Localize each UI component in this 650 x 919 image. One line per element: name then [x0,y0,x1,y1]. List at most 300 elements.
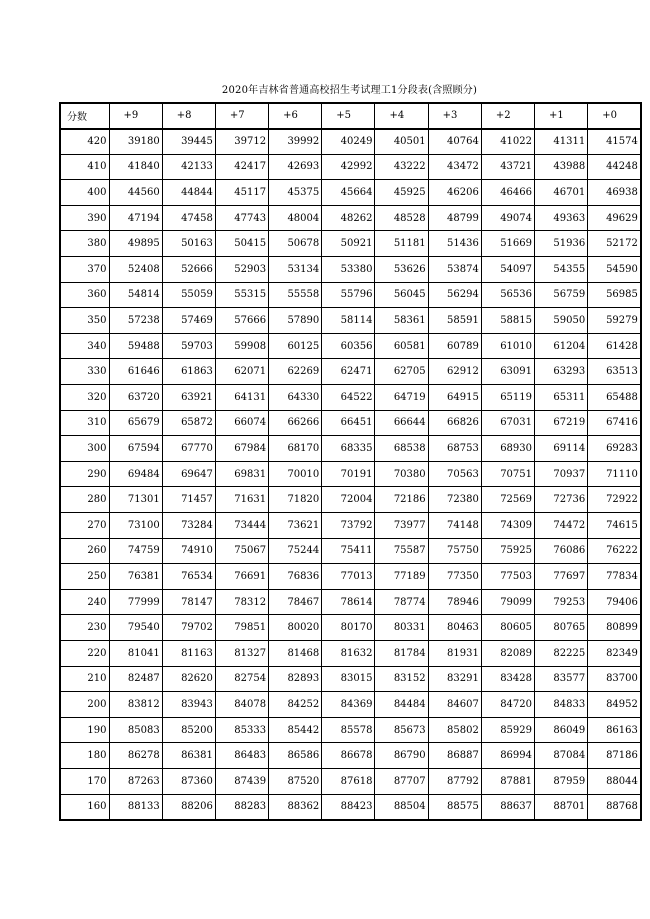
count-cell: 65488 [588,385,641,411]
table-row [60,333,641,359]
count-cell: 83015 [322,666,375,692]
count-cell: 76381 [109,564,162,590]
count-cell: 71301 [109,487,162,513]
count-cell: 45117 [215,180,268,206]
count-cell: 67219 [535,410,588,436]
count-cell: 53874 [428,257,481,283]
count-cell: 51936 [535,231,588,257]
count-cell: 79540 [109,615,162,641]
count-cell: 59703 [162,333,215,359]
count-cell: 63293 [535,359,588,385]
count-cell: 48262 [322,205,375,231]
count-cell: 40501 [375,129,428,155]
score-cell: 390 [60,205,109,231]
count-cell: 77189 [375,564,428,590]
table-row [60,794,641,820]
count-cell: 72922 [588,487,641,513]
count-cell: 53134 [269,257,322,283]
count-cell: 84607 [428,692,481,718]
count-cell: 50921 [322,231,375,257]
count-cell: 66451 [322,410,375,436]
count-cell: 81163 [162,640,215,666]
count-cell: 78774 [375,589,428,615]
count-cell: 73444 [215,513,268,539]
count-cell: 88701 [535,794,588,820]
count-cell: 84369 [322,692,375,718]
count-cell: 87439 [215,768,268,794]
score-cell: 380 [60,231,109,257]
count-cell: 42992 [322,154,375,180]
count-cell: 65311 [535,385,588,411]
count-cell: 77503 [481,564,534,590]
count-cell: 45664 [322,180,375,206]
count-cell: 42693 [269,154,322,180]
count-cell: 49074 [481,205,534,231]
count-cell: 80765 [535,615,588,641]
count-cell: 64719 [375,385,428,411]
count-cell: 74615 [588,513,641,539]
count-cell: 83291 [428,666,481,692]
score-cell: 360 [60,282,109,308]
count-cell: 87520 [269,768,322,794]
count-cell: 52903 [215,257,268,283]
table-row [60,205,641,231]
count-cell: 88637 [481,794,534,820]
header-offset: +0 [588,103,641,129]
count-cell: 80463 [428,615,481,641]
count-cell: 87084 [535,743,588,769]
count-cell: 74910 [162,538,215,564]
count-cell: 85442 [269,717,322,743]
count-cell: 47458 [162,205,215,231]
count-cell: 64330 [269,385,322,411]
count-cell: 60125 [269,333,322,359]
count-cell: 79851 [215,615,268,641]
count-cell: 75067 [215,538,268,564]
table-row [60,717,641,743]
count-cell: 75411 [322,538,375,564]
count-cell: 69484 [109,461,162,487]
count-cell: 87618 [322,768,375,794]
count-cell: 85802 [428,717,481,743]
score-cell: 200 [60,692,109,718]
count-cell: 56759 [535,282,588,308]
count-cell: 78312 [215,589,268,615]
count-cell: 83577 [535,666,588,692]
count-cell: 84952 [588,692,641,718]
count-cell: 87881 [481,768,534,794]
count-cell: 43472 [428,154,481,180]
count-cell: 82487 [109,666,162,692]
count-cell: 84484 [375,692,428,718]
count-cell: 83700 [588,666,641,692]
count-cell: 57238 [109,308,162,334]
count-cell: 81931 [428,640,481,666]
header-offset: +1 [535,103,588,129]
count-cell: 49629 [588,205,641,231]
count-cell: 87707 [375,768,428,794]
header-offset: +6 [269,103,322,129]
count-cell: 77013 [322,564,375,590]
table-row [60,615,641,641]
table-row [60,640,641,666]
count-cell: 61428 [588,333,641,359]
count-cell: 85333 [215,717,268,743]
count-cell: 82620 [162,666,215,692]
count-cell: 74309 [481,513,534,539]
count-cell: 58591 [428,308,481,334]
count-cell: 40764 [428,129,481,155]
count-cell: 54097 [481,257,534,283]
count-cell: 79702 [162,615,215,641]
table-row [60,180,641,206]
count-cell: 46206 [428,180,481,206]
count-cell: 74472 [535,513,588,539]
count-cell: 41311 [535,129,588,155]
count-cell: 52408 [109,257,162,283]
count-cell: 88575 [428,794,481,820]
score-cell: 170 [60,768,109,794]
count-cell: 54355 [535,257,588,283]
count-cell: 47743 [215,205,268,231]
count-cell: 55558 [269,282,322,308]
count-cell: 41574 [588,129,641,155]
table-row [60,461,641,487]
count-cell: 86049 [535,717,588,743]
count-cell: 59908 [215,333,268,359]
count-cell: 73100 [109,513,162,539]
count-cell: 39445 [162,129,215,155]
count-cell: 66266 [269,410,322,436]
count-cell: 76691 [215,564,268,590]
count-cell: 46938 [588,180,641,206]
count-cell: 68930 [481,436,534,462]
score-cell: 370 [60,257,109,283]
count-cell: 63921 [162,385,215,411]
count-cell: 61646 [109,359,162,385]
header-offset: +4 [375,103,428,129]
count-cell: 41022 [481,129,534,155]
count-cell: 80020 [269,615,322,641]
count-cell: 70563 [428,461,481,487]
count-cell: 72736 [535,487,588,513]
count-cell: 85673 [375,717,428,743]
count-cell: 72004 [322,487,375,513]
count-cell: 87792 [428,768,481,794]
count-cell: 62471 [322,359,375,385]
count-cell: 75925 [481,538,534,564]
count-cell: 45375 [269,180,322,206]
count-cell: 84833 [535,692,588,718]
count-cell: 49895 [109,231,162,257]
table-row [60,743,641,769]
count-cell: 57469 [162,308,215,334]
count-cell: 55796 [322,282,375,308]
count-cell: 56985 [588,282,641,308]
count-cell: 70191 [322,461,375,487]
count-cell: 54590 [588,257,641,283]
count-cell: 58815 [481,308,534,334]
table-row [60,359,641,385]
count-cell: 55059 [162,282,215,308]
count-cell: 39712 [215,129,268,155]
score-cell: 210 [60,666,109,692]
count-cell: 51436 [428,231,481,257]
count-cell: 83943 [162,692,215,718]
header-row [60,103,641,129]
count-cell: 48004 [269,205,322,231]
table-row [60,538,641,564]
table-row [60,564,641,590]
count-cell: 87959 [535,768,588,794]
count-cell: 62912 [428,359,481,385]
count-cell: 69114 [535,436,588,462]
count-cell: 73792 [322,513,375,539]
count-cell: 80899 [588,615,641,641]
count-cell: 45925 [375,180,428,206]
count-cell: 58114 [322,308,375,334]
count-cell: 77999 [109,589,162,615]
table-row [60,231,641,257]
count-cell: 84078 [215,692,268,718]
count-cell: 67984 [215,436,268,462]
table-row [60,487,641,513]
count-cell: 59488 [109,333,162,359]
table-header [60,103,641,129]
count-cell: 82089 [481,640,534,666]
score-cell: 240 [60,589,109,615]
count-cell: 69647 [162,461,215,487]
count-cell: 81041 [109,640,162,666]
count-cell: 68753 [428,436,481,462]
count-cell: 68335 [322,436,375,462]
header-offset: +9 [109,103,162,129]
count-cell: 66644 [375,410,428,436]
count-cell: 75244 [269,538,322,564]
count-cell: 54814 [109,282,162,308]
score-cell: 290 [60,461,109,487]
count-cell: 69831 [215,461,268,487]
count-cell: 81784 [375,640,428,666]
count-cell: 59050 [535,308,588,334]
count-cell: 81632 [322,640,375,666]
count-cell: 51669 [481,231,534,257]
count-cell: 76222 [588,538,641,564]
count-cell: 50678 [269,231,322,257]
count-cell: 44560 [109,180,162,206]
count-cell: 49363 [535,205,588,231]
count-cell: 64915 [428,385,481,411]
score-cell: 160 [60,794,109,820]
count-cell: 50415 [215,231,268,257]
document-title: 2020年吉林省普通高校招生考试理工1分段表(含照顾分) [221,85,478,96]
count-cell: 81327 [215,640,268,666]
count-cell: 84720 [481,692,534,718]
table-row [60,410,641,436]
count-cell: 59279 [588,308,641,334]
count-cell: 67594 [109,436,162,462]
count-cell: 82349 [588,640,641,666]
count-cell: 76836 [269,564,322,590]
count-cell: 62705 [375,359,428,385]
count-cell: 64522 [322,385,375,411]
count-cell: 43222 [375,154,428,180]
count-cell: 79253 [535,589,588,615]
table-body [60,129,641,820]
count-cell: 65872 [162,410,215,436]
count-cell: 79099 [481,589,534,615]
score-cell: 280 [60,487,109,513]
count-cell: 63720 [109,385,162,411]
count-cell: 86381 [162,743,215,769]
score-cell: 270 [60,513,109,539]
score-cell: 190 [60,717,109,743]
score-cell: 220 [60,640,109,666]
count-cell: 62071 [215,359,268,385]
count-cell: 83152 [375,666,428,692]
score-cell: 330 [60,359,109,385]
score-cell: 340 [60,333,109,359]
table-row [60,692,641,718]
count-cell: 43721 [481,154,534,180]
count-cell: 82893 [269,666,322,692]
count-cell: 57890 [269,308,322,334]
header-score: 分数 [60,103,109,129]
count-cell: 79406 [588,589,641,615]
count-cell: 42133 [162,154,215,180]
count-cell: 39180 [109,129,162,155]
count-cell: 86678 [322,743,375,769]
count-cell: 77834 [588,564,641,590]
count-cell: 88768 [588,794,641,820]
table-row [60,589,641,615]
count-cell: 84252 [269,692,322,718]
count-cell: 70937 [535,461,588,487]
score-cell: 410 [60,154,109,180]
score-cell: 180 [60,743,109,769]
table-row [60,513,641,539]
header-offset: +5 [322,103,375,129]
score-cell: 350 [60,308,109,334]
count-cell: 61204 [535,333,588,359]
count-cell: 77350 [428,564,481,590]
count-cell: 43988 [535,154,588,180]
count-cell: 73621 [269,513,322,539]
count-cell: 57666 [215,308,268,334]
score-cell: 320 [60,385,109,411]
count-cell: 73284 [162,513,215,539]
count-cell: 70380 [375,461,428,487]
count-cell: 66826 [428,410,481,436]
count-cell: 87360 [162,768,215,794]
score-distribution-table [59,102,642,821]
count-cell: 68170 [269,436,322,462]
count-cell: 88044 [588,768,641,794]
count-cell: 52666 [162,257,215,283]
count-cell: 78147 [162,589,215,615]
count-cell: 40249 [322,129,375,155]
count-cell: 82225 [535,640,588,666]
table-row [60,308,641,334]
count-cell: 48528 [375,205,428,231]
count-cell: 65679 [109,410,162,436]
count-cell: 88362 [269,794,322,820]
count-cell: 56536 [481,282,534,308]
count-cell: 70010 [269,461,322,487]
count-cell: 44248 [588,154,641,180]
count-cell: 53626 [375,257,428,283]
count-cell: 76086 [535,538,588,564]
count-cell: 41840 [109,154,162,180]
count-cell: 80605 [481,615,534,641]
count-cell: 83812 [109,692,162,718]
count-cell: 75750 [428,538,481,564]
count-cell: 71820 [269,487,322,513]
count-cell: 78467 [269,589,322,615]
count-cell: 80170 [322,615,375,641]
table-row [60,666,641,692]
count-cell: 72569 [481,487,534,513]
count-cell: 58361 [375,308,428,334]
count-cell: 78614 [322,589,375,615]
table-row [60,129,641,155]
score-cell: 250 [60,564,109,590]
count-cell: 67031 [481,410,534,436]
count-cell: 64131 [215,385,268,411]
count-cell: 69283 [588,436,641,462]
score-cell: 420 [60,129,109,155]
count-cell: 67416 [588,410,641,436]
count-cell: 52172 [588,231,641,257]
count-cell: 46466 [481,180,534,206]
count-cell: 62269 [269,359,322,385]
count-cell: 53380 [322,257,375,283]
header-offset: +2 [481,103,534,129]
header-offset: +3 [428,103,481,129]
count-cell: 46701 [535,180,588,206]
table-row [60,768,641,794]
count-cell: 77697 [535,564,588,590]
count-cell: 48799 [428,205,481,231]
count-cell: 56294 [428,282,481,308]
score-cell: 230 [60,615,109,641]
count-cell: 71631 [215,487,268,513]
count-cell: 86586 [269,743,322,769]
score-cell: 260 [60,538,109,564]
count-cell: 85929 [481,717,534,743]
count-cell: 42417 [215,154,268,180]
count-cell: 61010 [481,333,534,359]
count-cell: 86483 [215,743,268,769]
count-cell: 55315 [215,282,268,308]
count-cell: 63513 [588,359,641,385]
count-cell: 56045 [375,282,428,308]
count-cell: 39992 [269,129,322,155]
table-row [60,282,641,308]
count-cell: 74759 [109,538,162,564]
score-cell: 400 [60,180,109,206]
count-cell: 88133 [109,794,162,820]
count-cell: 81468 [269,640,322,666]
count-cell: 88206 [162,794,215,820]
count-cell: 72380 [428,487,481,513]
table-row [60,257,641,283]
count-cell: 82754 [215,666,268,692]
count-cell: 66074 [215,410,268,436]
count-cell: 86278 [109,743,162,769]
count-cell: 74148 [428,513,481,539]
count-cell: 50163 [162,231,215,257]
